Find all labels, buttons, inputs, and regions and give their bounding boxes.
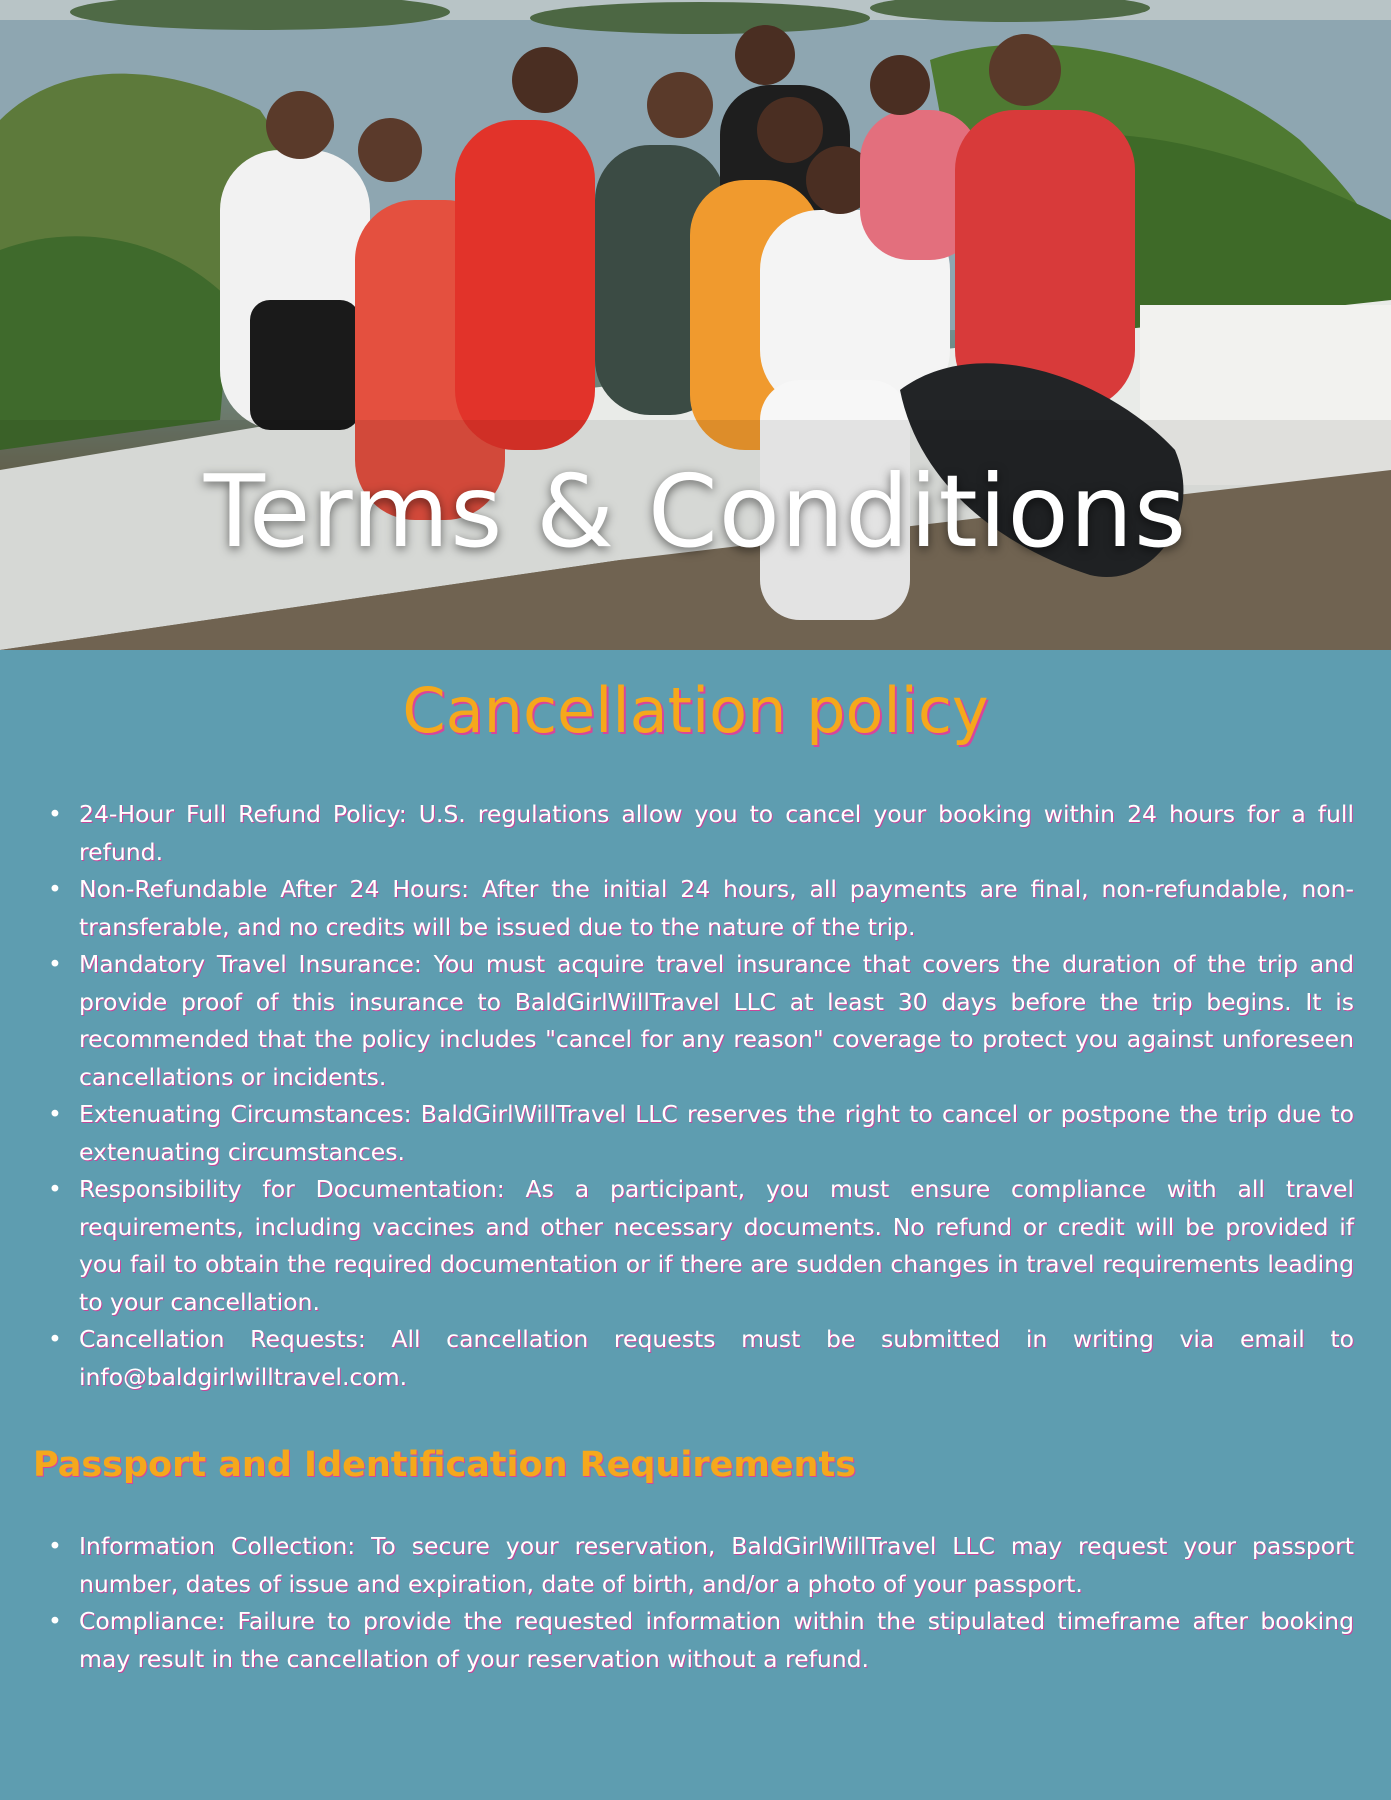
list-item: • Information Collection: To secure your reservation, BaldGirlWillTravel LLC may request your passport number, dates of issue and expiration, date of birth, and/or a photo of your passport. xyxy=(46,1528,1354,1603)
hero-banner xyxy=(0,0,1391,650)
list-item: • 24-Hour Full Refund Policy: U.S. regulations allow you to cancel your booking within 24 hours for a full refund. xyxy=(46,796,1354,871)
passport-heading: Passport and Identification Requirements xyxy=(33,1445,857,1485)
list-item: • Responsibility for Documentation: As a participant, you must ensure compliance with all travel requirements, including vaccines and other necessary documents. No refund or credit will be provided if you fail to obtain the required documentation or if there are sudden changes in travel requirements leading to your cancellation. xyxy=(46,1171,1354,1321)
list-item: • Mandatory Travel Insurance: You must acquire travel insurance that covers the duration of the trip and provide proof of this insurance to BaldGirlWillTravel LLC at least 30 days before the trip begins. It is recommended that the policy includes "cancel for any reason" coverage to protect you against unforeseen cancellations or incidents. xyxy=(46,946,1354,1096)
cancellation-list xyxy=(46,796,1354,1396)
list-item: • Non-Refundable After 24 Hours: After the initial 24 hours, all payments are final, non-refundable, non-transferable, and no credits will be issued due to the nature of the trip. xyxy=(46,871,1354,946)
list-item: • Compliance: Failure to provide the requested information within the stipulated timeframe after booking may result in the cancellation of your reservation without a refund. xyxy=(46,1603,1354,1678)
terms-content xyxy=(0,650,1391,1800)
passport-list xyxy=(46,1528,1354,1678)
page-title: Terms & Conditions xyxy=(203,453,1188,570)
list-item: • Cancellation Requests: All cancellation requests must be submitted in writing via email to info@baldgirlwilltravel.com. xyxy=(46,1321,1354,1396)
cancellation-heading: Cancellation policy xyxy=(402,674,989,747)
list-item: • Extenuating Circumstances: BaldGirlWillTravel LLC reserves the right to cancel or postpone the trip due to extenuating circumstances. xyxy=(46,1096,1354,1171)
